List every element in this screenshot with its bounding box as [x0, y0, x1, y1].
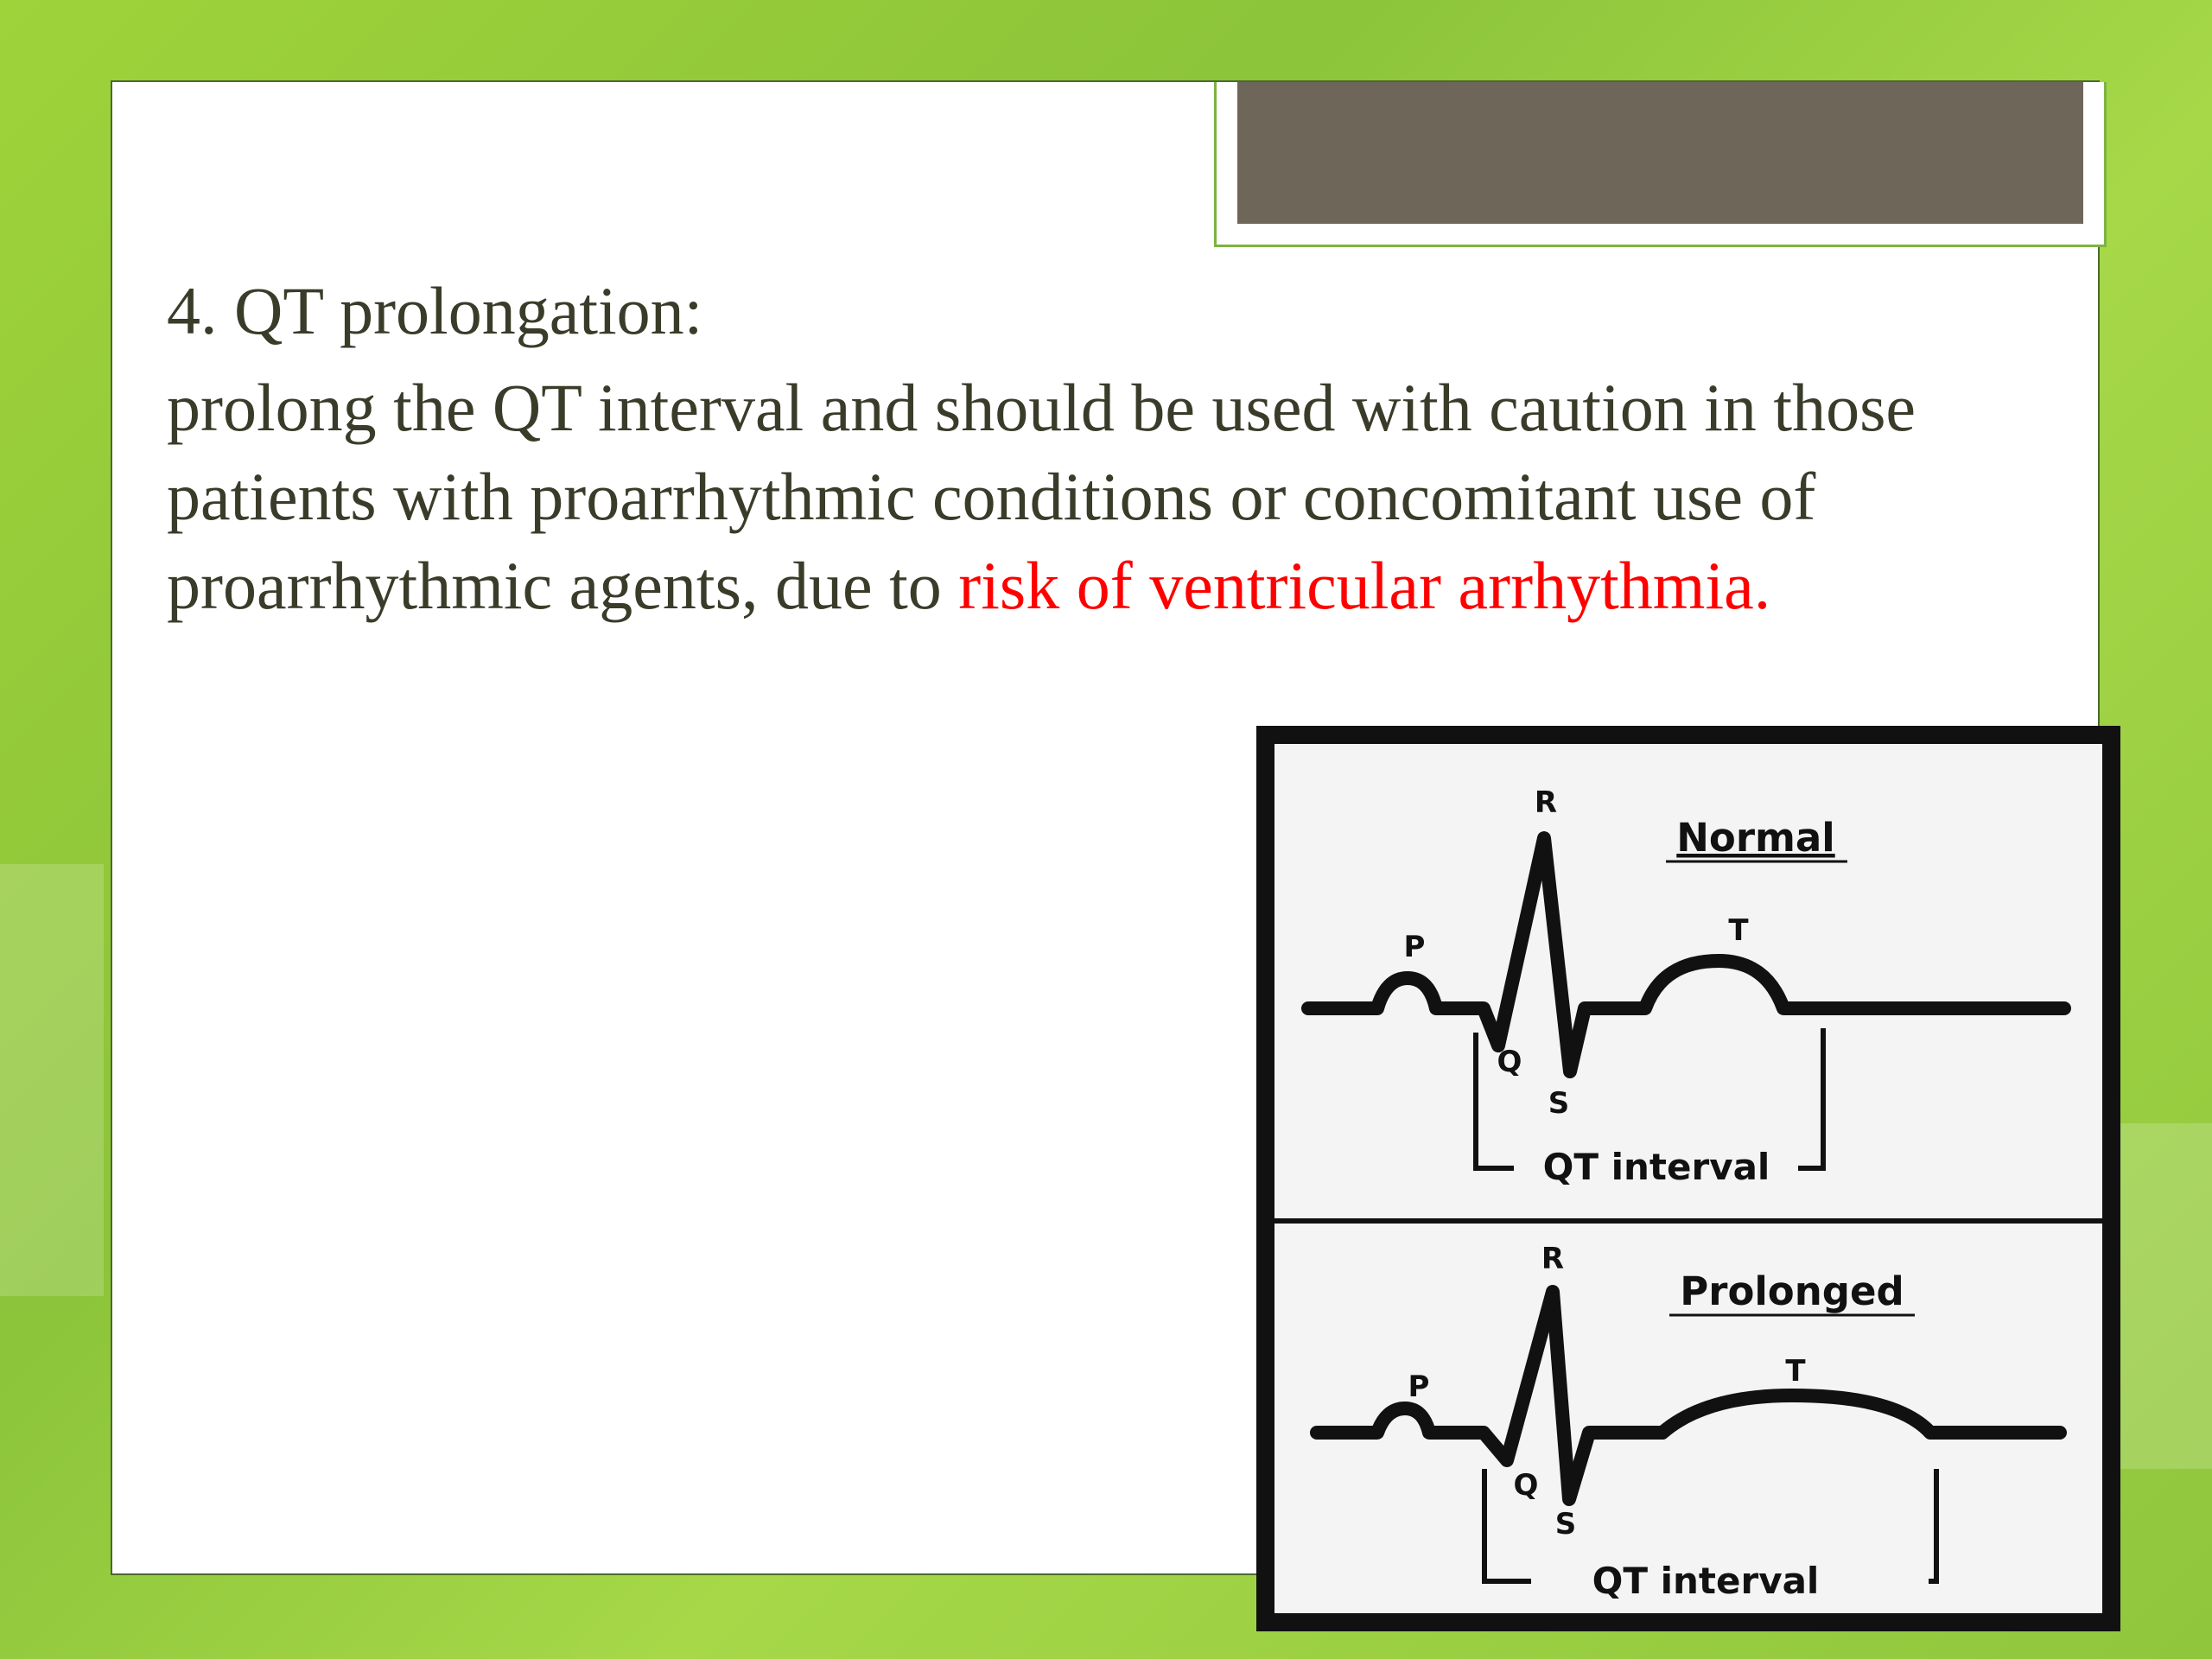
normal-q-label: Q [1497, 1045, 1522, 1079]
prolonged-interval-label: QT interval [1592, 1560, 1820, 1602]
title-placeholder-tab [1214, 82, 2107, 247]
prolonged-q-label: Q [1513, 1468, 1539, 1503]
body-text-highlight: risk of ventricular arrhythmia. [958, 548, 1771, 623]
background-facet [0, 864, 104, 1296]
normal-t-label: T [1728, 913, 1749, 948]
prolonged-title: Prolonged [1680, 1268, 1904, 1314]
slide-content [167, 268, 2024, 630]
normal-title: Normal [1676, 815, 1835, 861]
prolonged-r-label: R [1541, 1242, 1565, 1276]
normal-s-label: S [1548, 1086, 1570, 1121]
prolonged-t-label: T [1785, 1354, 1806, 1389]
body-text-main: prolong the QT interval and should be used with caution in those patients with proarrhythmic conditions or concomitant use of proarrhythmic agents, due to [167, 370, 1916, 623]
ecg-figure [1256, 726, 2120, 1631]
prolonged-p-label: P [1408, 1370, 1430, 1404]
background-facet [2108, 1123, 2212, 1469]
normal-p-label: P [1403, 930, 1426, 964]
title-placeholder-block [1237, 82, 2083, 224]
prolonged-s-label: S [1554, 1507, 1577, 1541]
slide-body-text [167, 363, 2024, 630]
normal-interval-label: QT interval [1542, 1146, 1770, 1188]
slide-heading: 4. QT prolongation: [167, 273, 703, 348]
normal-r-label: R [1534, 785, 1558, 820]
